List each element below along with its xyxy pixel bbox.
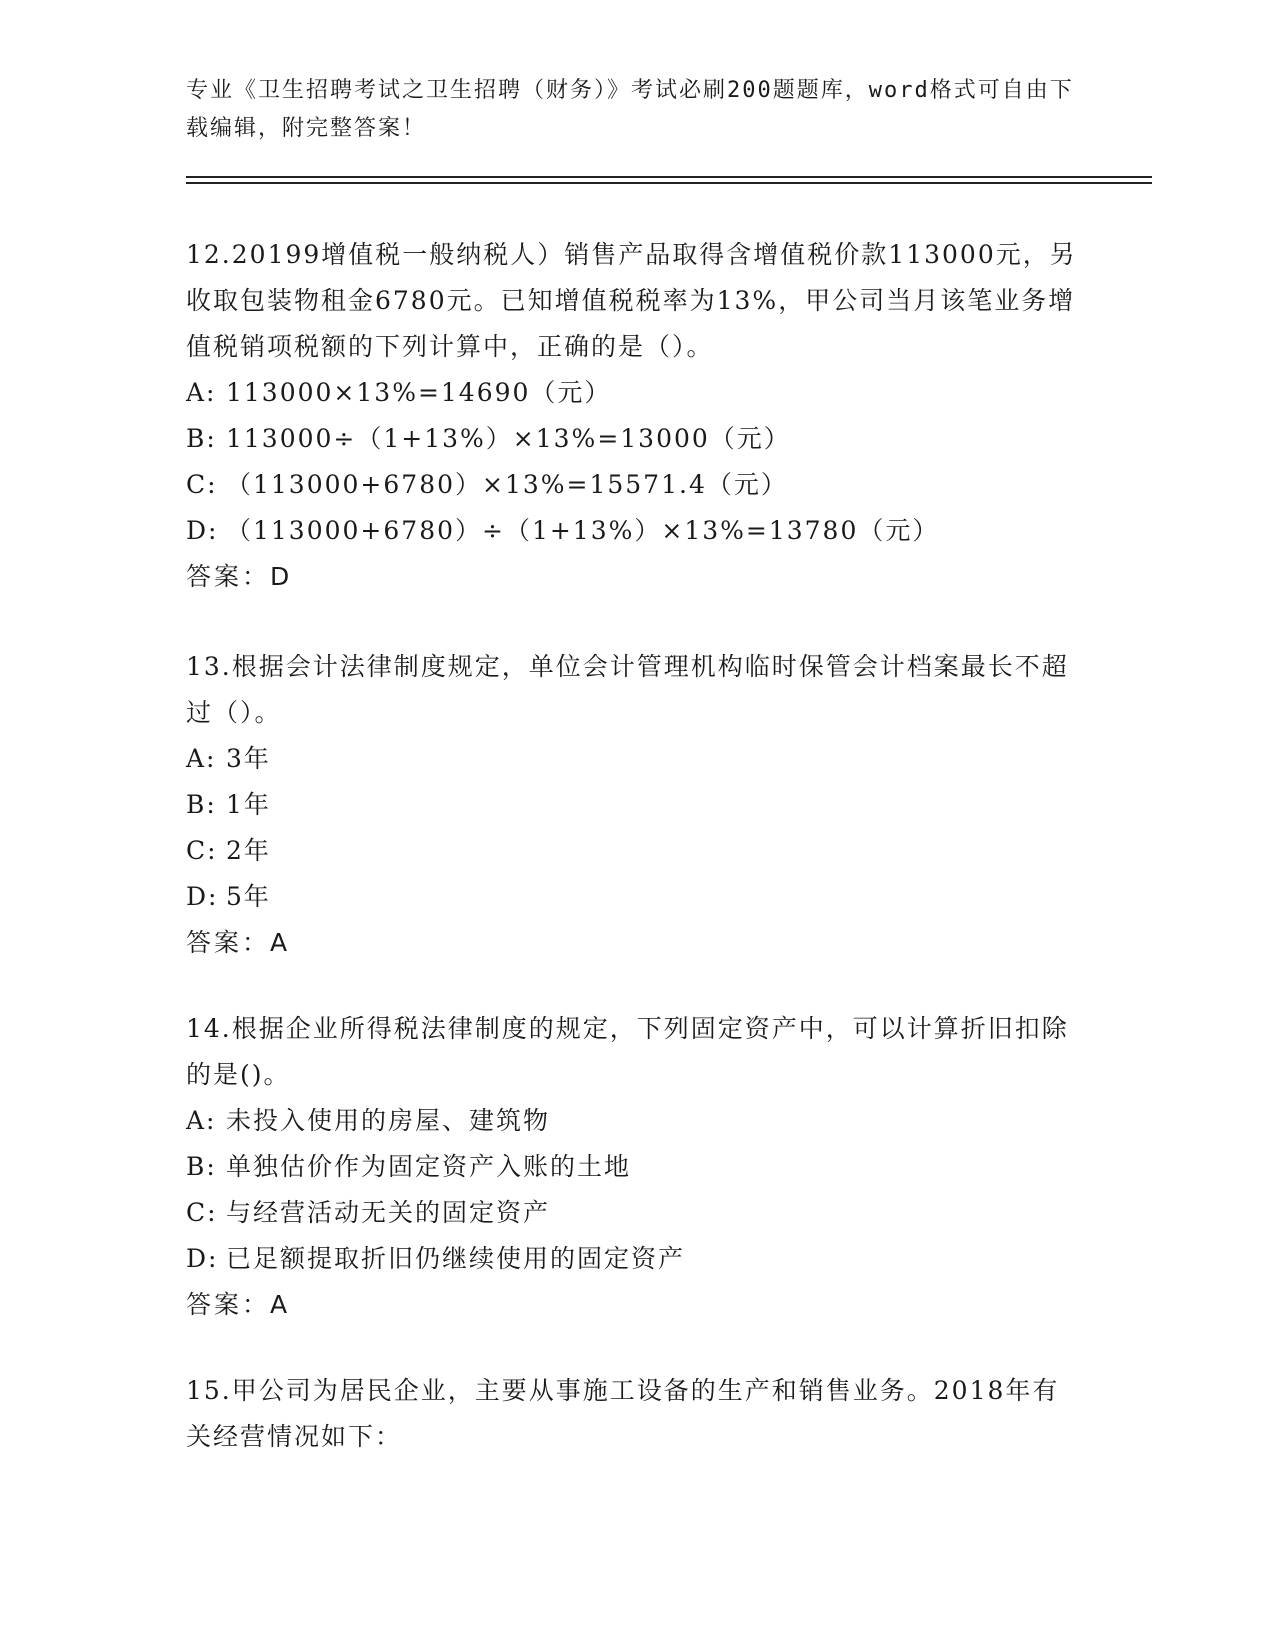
option-text: 2年 bbox=[226, 836, 271, 865]
option-text: 已足额提取折旧仍继续使用的固定资产 bbox=[226, 1244, 686, 1273]
option-text: 113000×13%=14690（元） bbox=[226, 378, 612, 407]
option-a bbox=[186, 1098, 1086, 1144]
answer: 答案：D bbox=[186, 562, 293, 591]
option-d bbox=[186, 1236, 1086, 1282]
question-text: 14.根据企业所得税法律制度的规定，下列固定资产中，可以计算折旧扣除的是()。 bbox=[186, 1014, 1069, 1089]
option-key: C: bbox=[186, 836, 218, 865]
question-15 bbox=[186, 1368, 1086, 1460]
answer: 答案：A bbox=[186, 928, 291, 957]
option-key: D: bbox=[186, 1244, 219, 1273]
option-text: （113000+6780）×13%=15571.4（元） bbox=[226, 470, 788, 499]
option-text: 113000÷（1+13%）×13%=13000（元） bbox=[226, 424, 791, 453]
option-a bbox=[186, 370, 1086, 416]
option-key: A: bbox=[186, 378, 217, 407]
option-key: D: bbox=[186, 882, 219, 911]
option-c bbox=[186, 1190, 1086, 1236]
option-text: （113000+6780）÷（1+13%）×13%=13780（元） bbox=[226, 516, 940, 545]
option-d bbox=[186, 874, 1086, 920]
header-divider-top bbox=[186, 176, 1152, 178]
answer: 答案：A bbox=[186, 1290, 291, 1319]
option-text: 未投入使用的房屋、建筑物 bbox=[226, 1106, 551, 1135]
option-c bbox=[186, 828, 1086, 874]
option-d bbox=[186, 508, 1086, 554]
document-header: 专业《卫生招聘考试之卫生招聘（财务）》考试必刷200题题库，word格式可自由下载编辑，附完整答案！ bbox=[186, 78, 1074, 141]
question-text: 15.甲公司为居民企业，主要从事施工设备的生产和销售业务。2018年有关经营情况如下： bbox=[186, 1376, 1060, 1451]
option-key: B: bbox=[186, 790, 217, 819]
option-key: A: bbox=[186, 1106, 217, 1135]
option-key: B: bbox=[186, 424, 217, 453]
question-12 bbox=[186, 232, 1086, 600]
question-text: 13.根据会计法律制度规定，单位会计管理机构临时保管会计档案最长不超过（）。 bbox=[186, 652, 1069, 727]
option-text: 5年 bbox=[226, 882, 271, 911]
option-key: C: bbox=[186, 470, 218, 499]
option-text: 单独估价作为固定资产入账的土地 bbox=[226, 1152, 632, 1181]
option-b bbox=[186, 416, 1086, 462]
question-text: 12.20199增值税一般纳税人）销售产品取得含增值税价款113000元，另收取包装物租金6780元。已知增值税税率为13%，甲公司当月该笔业务增值税销项税额的下列计算中，正确的是（）。 bbox=[186, 240, 1077, 361]
option-text: 与经营活动无关的固定资产 bbox=[226, 1198, 551, 1227]
option-a bbox=[186, 736, 1086, 782]
option-key: B: bbox=[186, 1152, 217, 1181]
option-b bbox=[186, 1144, 1086, 1190]
option-text: 3年 bbox=[226, 744, 271, 773]
option-c bbox=[186, 462, 1086, 508]
option-text: 1年 bbox=[226, 790, 271, 819]
question-14 bbox=[186, 1006, 1086, 1328]
option-key: D: bbox=[186, 516, 219, 545]
question-13 bbox=[186, 644, 1086, 966]
option-key: C: bbox=[186, 1198, 218, 1227]
header-divider-bottom bbox=[186, 182, 1152, 184]
option-key: A: bbox=[186, 744, 217, 773]
option-b bbox=[186, 782, 1086, 828]
